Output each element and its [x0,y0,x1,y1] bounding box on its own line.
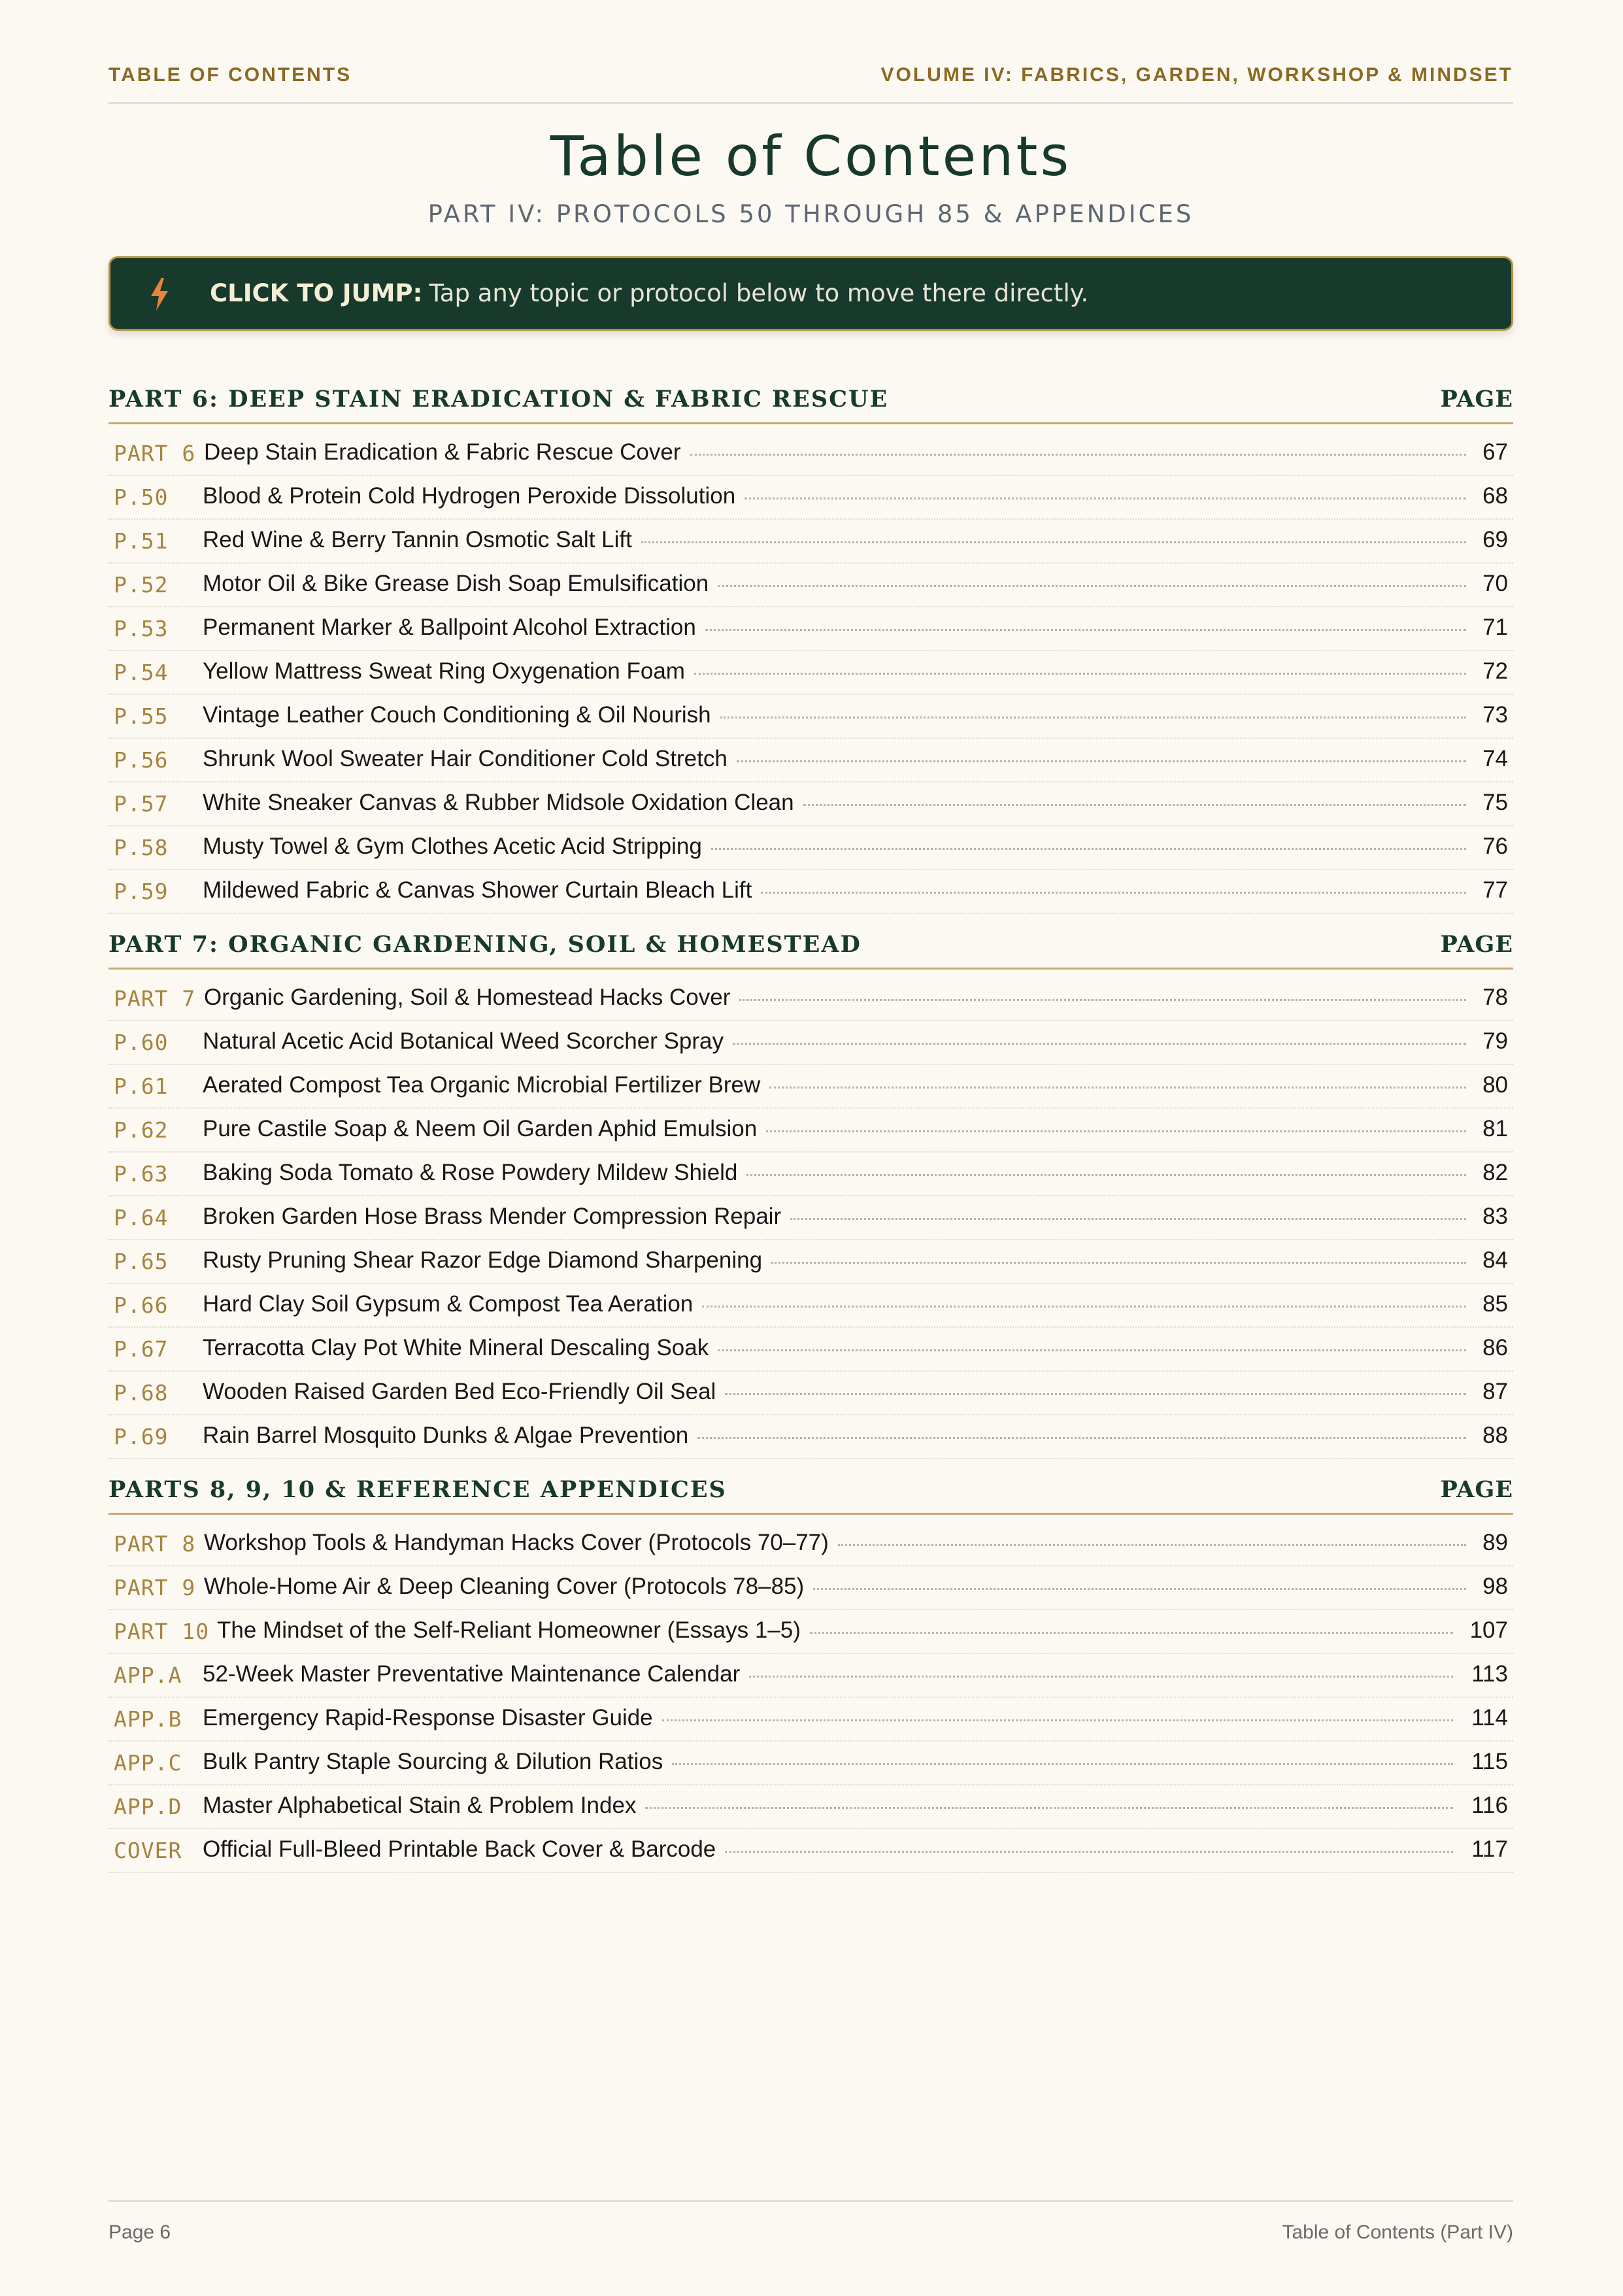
toc-entry[interactable] [109,826,1513,870]
entry-title-link[interactable]: Pure Castile Soap & Neem Oil Garden Aphid Emulsion [203,1116,758,1141]
section-header [109,927,1513,970]
entry-title-link[interactable]: 52-Week Master Preventative Maintenance Calendar [203,1661,741,1687]
dot-leader [803,804,1466,806]
entry-label-wrap [203,1705,1462,1734]
entry-code: P.64 [114,1205,169,1230]
running-head-left: TABLE OF CONTENTS [109,64,352,86]
dot-leader [672,1763,1453,1765]
entry-label-wrap [203,1072,1475,1101]
toc-entry[interactable] [109,1240,1513,1284]
entry-code: APP.D [114,1794,182,1819]
entry-code: P.53 [114,616,169,641]
dot-leader [739,999,1466,1001]
entry-label-wrap [203,1116,1475,1145]
section-title: PARTS 8, 9, 10 & REFERENCE APPENDICES [109,1476,727,1503]
entry-page-number[interactable]: 73 [1482,702,1508,728]
entry-code: P.63 [114,1161,169,1187]
entry-label-wrap [203,1204,1475,1232]
toc-page [109,0,1513,2296]
entry-code: APP.A [114,1663,182,1688]
entry-label-wrap [203,1661,1462,1690]
entry-title-link[interactable]: White Sneaker Canvas & Rubber Midsole Oxidation Clean [203,790,794,815]
entry-code: P.62 [114,1117,169,1143]
entry-title-link[interactable]: Vintage Leather Couch Conditioning & Oil Nourish [203,702,711,728]
entry-label-wrap [203,1335,1475,1364]
toc-entry[interactable] [109,1566,1513,1610]
entry-label-wrap [203,615,1475,643]
dot-leader [645,1807,1453,1809]
entry-title-link[interactable]: Hard Clay Soil Gypsum & Compost Tea Aeration [203,1291,694,1317]
entry-title-link[interactable]: Red Wine & Berry Tannin Osmotic Salt Lift [203,527,632,552]
entry-title-link[interactable]: Shrunk Wool Sweater Hair Conditioner Cold Stretch [203,746,728,771]
dot-leader [711,848,1466,850]
dot-leader [705,629,1466,631]
toc-entry[interactable] [109,1697,1513,1742]
toc-entry[interactable] [109,1196,1513,1240]
entry-page-number[interactable]: 78 [1482,985,1508,1010]
entry-label-wrap [204,1574,1475,1602]
entry-label-wrap [204,439,1475,468]
entry-title-link[interactable]: Wooden Raised Garden Bed Eco-Friendly Oil Seal [203,1379,716,1404]
entry-page-number[interactable]: 113 [1471,1661,1508,1687]
entry-page-number[interactable]: 69 [1482,527,1508,552]
toc-entry[interactable] [109,1522,1513,1566]
dot-leader [662,1719,1453,1721]
entry-label-wrap [203,527,1475,556]
entry-label-wrap [203,571,1475,599]
entry-code: PART 8 [114,1531,196,1557]
entry-title-link[interactable]: Official Full-Bleed Printable Back Cover & Barcode [203,1836,716,1862]
page-title: Table of Contents [550,124,1072,188]
dot-leader [746,1174,1466,1176]
entry-label-wrap [203,746,1475,775]
entry-page-number[interactable]: 115 [1471,1749,1508,1774]
entry-page-number[interactable]: 114 [1471,1705,1508,1730]
dot-leader [749,1676,1453,1678]
entry-page-number[interactable]: 67 [1482,439,1508,465]
entry-label-wrap [203,834,1475,862]
entry-page-number[interactable]: 81 [1482,1116,1508,1141]
toc-entry[interactable] [109,1829,1513,1873]
banner-lead: CLICK TO JUMP: [210,279,423,307]
toc-entry[interactable] [109,1108,1513,1153]
entry-code: P.55 [114,703,169,729]
toc-entry[interactable] [109,607,1513,651]
entry-page-number[interactable]: 70 [1482,571,1508,596]
entry-page-number[interactable]: 86 [1482,1335,1508,1360]
entry-title-link[interactable]: Musty Towel & Gym Clothes Acetic Acid Stripping [203,834,702,859]
dot-leader [697,1437,1466,1439]
entry-page-number[interactable]: 74 [1482,746,1508,771]
entry-title-link[interactable]: Mildewed Fabric & Canvas Shower Curtain Bleach Lift [203,877,752,903]
lightning-bolt-icon [148,278,171,311]
entry-title-link[interactable]: Deep Stain Eradication & Fabric Rescue Cover [204,439,681,465]
footer-section-title: Table of Contents (Part IV) [1282,2221,1513,2243]
dot-leader [725,1393,1466,1395]
entry-code: PART 9 [114,1575,196,1600]
dot-leader [838,1544,1466,1546]
dot-leader [771,1262,1466,1264]
entry-title-link[interactable]: Baking Soda Tomato & Rose Powdery Mildew Shield [203,1160,738,1185]
entry-title-link[interactable]: Bulk Pantry Staple Sourcing & Dilution Ratios [203,1749,663,1774]
entry-page-number[interactable]: 76 [1482,834,1508,859]
toc-entry[interactable] [109,1415,1513,1459]
entry-title-link[interactable]: Emergency Rapid-Response Disaster Guide [203,1705,653,1730]
section-page-label: PAGE [1440,386,1513,413]
entry-code: P.68 [114,1380,169,1406]
toc-entry[interactable] [109,1741,1513,1785]
entry-page-number[interactable]: 68 [1482,483,1508,509]
entry-title-link[interactable]: Workshop Tools & Handyman Hacks Cover (Protocols 70–77) [204,1530,829,1555]
entry-page-number[interactable]: 85 [1482,1291,1508,1317]
toc-entry[interactable] [109,1152,1513,1196]
dot-leader [641,541,1466,543]
entry-code: APP.B [114,1706,182,1732]
entry-code: P.65 [114,1249,169,1274]
dot-leader [718,585,1466,587]
entry-title-link[interactable]: Rusty Pruning Shear Razor Edge Diamond Sharpening [203,1247,763,1273]
toc-entry[interactable] [109,782,1513,826]
banner-message: Tap any topic or protocol below to move there directly. [429,279,1089,307]
entry-code: APP.C [114,1750,182,1776]
entry-code: P.56 [114,747,169,773]
toc-entry[interactable] [109,694,1513,739]
section-title: PART 7: ORGANIC GARDENING, SOIL & HOMESTEAD [109,931,862,958]
toc-entry[interactable] [109,1371,1513,1415]
entry-label-wrap [203,1028,1475,1057]
entry-page-number[interactable]: 80 [1482,1072,1508,1098]
entry-title-link[interactable]: Terracotta Clay Pot White Mineral Descaling Soak [203,1335,709,1360]
section-header [109,1472,1513,1515]
click-to-jump-banner [109,256,1513,331]
dot-leader [702,1306,1466,1308]
entry-title-link[interactable]: Master Alphabetical Stain & Problem Index [203,1793,637,1818]
entry-code: P.51 [114,528,169,554]
entry-code: P.69 [114,1424,169,1449]
toc-entry[interactable] [109,1021,1513,1065]
entry-label-wrap [203,1793,1462,1821]
entry-label-wrap [203,1749,1462,1778]
entry-title-link[interactable]: Blood & Protein Cold Hydrogen Peroxide Dissolution [203,483,736,509]
entry-code: P.60 [114,1030,169,1055]
entry-title-link[interactable]: Broken Garden Hose Brass Mender Compression Repair [203,1204,782,1229]
entry-label-wrap [203,877,1475,906]
running-head-right: VOLUME IV: FABRICS, GARDEN, WORKSHOP & MINDSET [880,64,1513,86]
toc-entry[interactable] [109,1283,1513,1328]
entry-page-number[interactable]: 116 [1471,1793,1508,1818]
entry-code: P.58 [114,835,169,860]
dot-leader [733,1043,1466,1045]
entry-label-wrap [203,1423,1475,1451]
entry-page-number[interactable]: 83 [1482,1204,1508,1229]
banner-text [210,279,1088,307]
entry-title-link[interactable]: Natural Acetic Acid Botanical Weed Scorcher Spray [203,1028,724,1054]
toc-entry[interactable] [109,738,1513,783]
dot-leader [761,892,1466,894]
toc-entry[interactable] [109,475,1513,520]
entry-label-wrap [203,1379,1475,1408]
entry-code: P.52 [114,572,169,598]
section-page-label: PAGE [1440,931,1513,958]
entry-page-number[interactable]: 77 [1482,877,1508,903]
entry-page-number[interactable]: 84 [1482,1247,1508,1273]
entry-title-link[interactable]: Motor Oil & Bike Grease Dish Soap Emulsification [203,571,709,596]
page-footer [109,2200,1513,2254]
dot-leader [725,1851,1453,1853]
entry-page-number[interactable]: 82 [1482,1160,1508,1185]
dot-leader [810,1632,1453,1634]
entry-page-number[interactable]: 89 [1482,1530,1508,1555]
entry-code: P.66 [114,1292,169,1318]
entry-label-wrap [203,1836,1462,1865]
entry-label-wrap [203,483,1475,512]
dot-leader [745,498,1466,499]
dot-leader [766,1130,1466,1132]
entry-code: P.54 [114,660,169,685]
entry-label-wrap [203,702,1475,731]
toc-entry[interactable] [109,869,1513,914]
entry-label-wrap [203,1291,1475,1320]
dot-leader [718,1349,1466,1351]
dot-leader [790,1218,1466,1220]
section-page-label: PAGE [1440,1476,1513,1503]
entry-label-wrap [204,985,1475,1013]
toc-entry[interactable] [109,1785,1513,1829]
entry-code: P.61 [114,1073,169,1099]
entry-label-wrap [203,1247,1475,1276]
entry-page-number[interactable]: 87 [1482,1379,1508,1404]
dot-leader [720,717,1466,718]
entry-page-number[interactable]: 117 [1471,1836,1508,1862]
entry-page-number[interactable]: 98 [1482,1574,1508,1599]
entry-title-link[interactable]: Permanent Marker & Ballpoint Alcohol Extraction [203,615,696,640]
entry-label-wrap [204,1530,1475,1559]
entry-code: P.59 [114,879,169,904]
entry-code: P.67 [114,1336,169,1362]
section-header [109,382,1513,424]
entry-title-link[interactable]: Organic Gardening, Soil & Homestead Hacks Cover [204,985,731,1010]
toc-entry[interactable] [109,1064,1513,1109]
toc-entry[interactable] [109,563,1513,607]
entry-page-number[interactable]: 107 [1469,1617,1508,1643]
entry-label-wrap [203,1160,1475,1189]
page-subtitle: PART IV: PROTOCOLS 50 THROUGH 85 & APPENDICES [427,200,1194,228]
toc-entry[interactable] [109,977,1513,1021]
entry-title-link[interactable]: Whole-Home Air & Deep Cleaning Cover (Protocols 78–85) [204,1574,805,1599]
footer-page-number: Page 6 [109,2221,171,2243]
toc-entry[interactable] [109,1610,1513,1654]
toc-entry[interactable] [109,1327,1513,1372]
entry-page-number[interactable]: 71 [1482,615,1508,640]
entry-label-wrap [217,1617,1462,1646]
running-head [109,63,1513,104]
dot-leader [737,760,1466,762]
toc-entry[interactable] [109,650,1513,695]
entry-page-number[interactable]: 88 [1482,1423,1508,1448]
toc-entry[interactable] [109,431,1513,476]
dot-leader [690,454,1466,456]
dot-leader [813,1588,1466,1590]
entry-title-link[interactable]: Rain Barrel Mosquito Dunks & Algae Prevention [203,1423,689,1448]
entry-label-wrap [203,658,1475,687]
entry-code: PART 10 [114,1619,210,1644]
entry-code: PART 6 [114,441,196,466]
entry-title-link[interactable]: The Mindset of the Self-Reliant Homeowner (Essays 1–5) [217,1617,801,1643]
entry-title-link[interactable]: Aerated Compost Tea Organic Microbial Fertilizer Brew [203,1072,761,1098]
toc-entry[interactable] [109,519,1513,564]
entry-page-number[interactable]: 79 [1482,1028,1508,1054]
section-title: PART 6: DEEP STAIN ERADICATION & FABRIC RESCUE [109,386,889,413]
entry-title-link[interactable]: Yellow Mattress Sweat Ring Oxygenation Foam [203,658,685,684]
entry-code: COVER [114,1838,182,1863]
entry-code: P.57 [114,791,169,817]
entry-label-wrap [203,790,1475,819]
entry-code: PART 7 [114,986,196,1011]
entry-page-number[interactable]: 75 [1482,790,1508,815]
dot-leader [694,673,1466,675]
entry-code: P.50 [114,484,169,510]
toc-entry[interactable] [109,1653,1513,1698]
dot-leader [769,1087,1466,1089]
entry-page-number[interactable]: 72 [1482,658,1508,684]
